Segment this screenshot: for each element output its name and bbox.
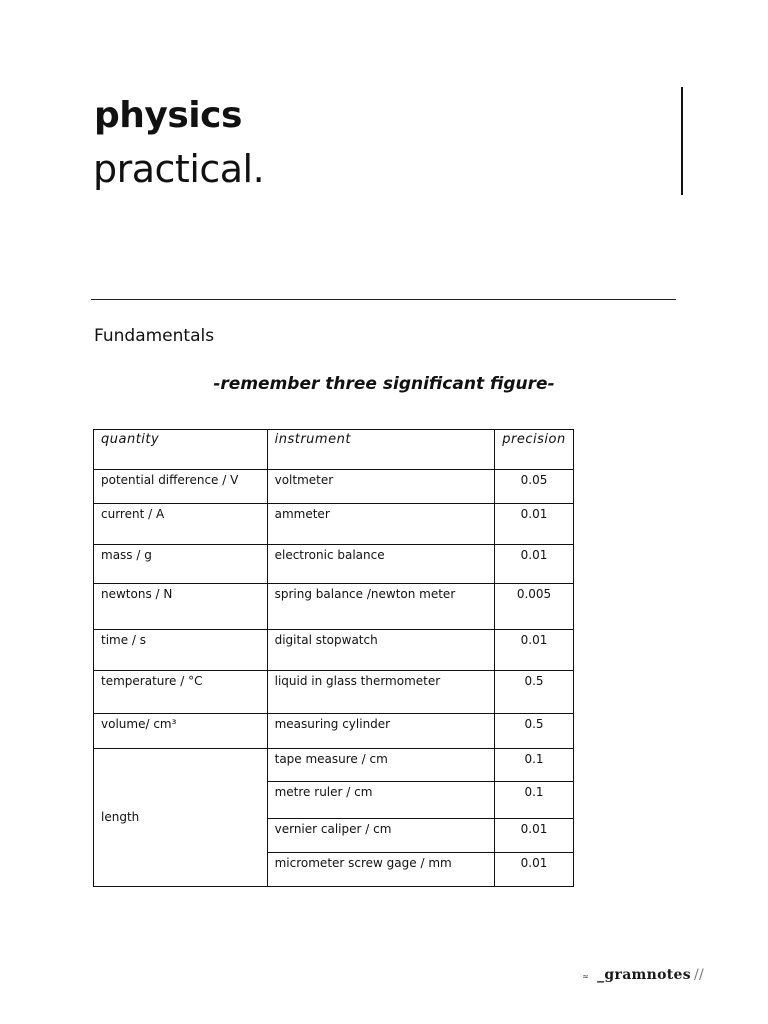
precision-cell: 0.1 [494, 749, 573, 782]
length-quantity-cell: length [94, 749, 268, 887]
instrument-cell: ammeter [267, 504, 494, 545]
table-row [94, 714, 574, 749]
precision-cell: 0.5 [494, 671, 573, 714]
column-header-precision: precision [494, 430, 573, 470]
instrument-cell: liquid in glass thermometer [267, 671, 494, 714]
section-heading: Fundamentals [94, 326, 215, 346]
precision-cell: 0.01 [494, 630, 573, 671]
quantity-cell: temperature / °C [94, 671, 268, 714]
table-row [94, 671, 574, 714]
brand-name: _gramnotes [597, 967, 691, 983]
table-row [94, 504, 574, 545]
quantity-cell: newtons / N [94, 584, 268, 630]
instrument-cell: metre ruler / cm [267, 782, 494, 819]
quantity-cell: potential difference / V [94, 470, 268, 504]
title-bold: physics [94, 95, 242, 136]
table-row [94, 630, 574, 671]
table-row [94, 545, 574, 584]
column-header-instrument: instrument [267, 430, 494, 470]
precision-table [93, 429, 574, 887]
quantity-cell: time / s [94, 630, 268, 671]
instrument-cell: tape measure / cm [267, 749, 494, 782]
quantity-cell: current / A [94, 504, 268, 545]
quantity-cell: volume/ cm³ [94, 714, 268, 749]
table-row [94, 584, 574, 630]
instrument-cell: electronic balance [267, 545, 494, 584]
reminder-text: -remember three significant figure- [213, 374, 555, 394]
table-row [94, 749, 574, 782]
instrument-cell: spring balance /newton meter [267, 584, 494, 630]
table-row [94, 470, 574, 504]
precision-cell: 0.01 [494, 853, 573, 887]
instrument-cell: measuring cylinder [267, 714, 494, 749]
precision-cell: 0.01 [494, 504, 573, 545]
vertical-rule [681, 87, 683, 195]
table-header-row [94, 430, 574, 470]
precision-cell: 0.1 [494, 782, 573, 819]
instrument-cell: vernier caliper / cm [267, 819, 494, 853]
precision-cell: 0.01 [494, 819, 573, 853]
instrument-cell: micrometer screw gage / mm [267, 853, 494, 887]
instrument-cell: voltmeter [267, 470, 494, 504]
horizontal-rule [91, 299, 676, 300]
precision-cell: 0.01 [494, 545, 573, 584]
column-header-quantity: quantity [94, 430, 268, 470]
precision-cell: 0.05 [494, 470, 573, 504]
precision-cell: 0.005 [494, 584, 573, 630]
precision-cell: 0.5 [494, 714, 573, 749]
instrument-cell: digital stopwatch [267, 630, 494, 671]
title-light: practical. [93, 147, 265, 191]
brand-suffix: // [693, 967, 704, 983]
footer-brand [582, 967, 704, 983]
brand-mark-icon: ≈ [582, 972, 590, 981]
quantity-cell: mass / g [94, 545, 268, 584]
